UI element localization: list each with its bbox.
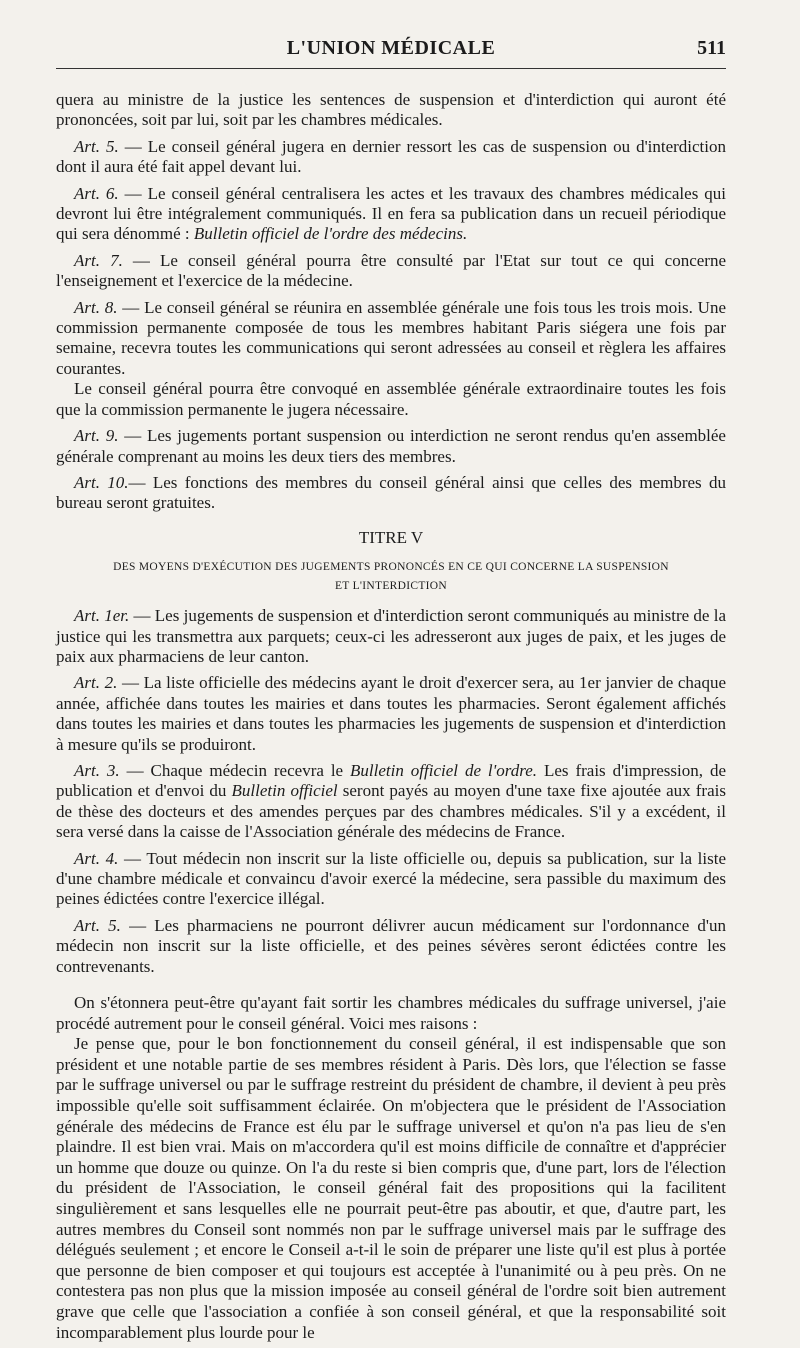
article-text: — La liste officielle des médecins ayant le droit d'exercer sera, au 1er janvier de chaque année, affichée dans toutes les mairies et dans toutes les pharmacies. Seront également affichés dans toutes les mairies et dans toutes les pharmacies les jugements de suspension et d'interdiction à mesure qu'ils se produiront. — [56, 673, 726, 754]
article-label: Art. 2. — [74, 673, 118, 693]
article-label: Art. 10. — [74, 472, 129, 492]
article-7 — [56, 251, 726, 292]
article-text: — Tout médecin non inscrit sur la liste officielle ou, depuis sa publication, sur la liste d'une chambre médicale et convaincu d'avoir exercé la médecine, sera passible du maximum des peines édictées contre l'exercice illégal. — [56, 848, 726, 909]
bulletin-title: Bulletin officiel de l'ordre. — [350, 760, 538, 780]
article-label: Art. 9. — [74, 426, 119, 446]
subheading-line: ET L'INTERDICTION — [334, 580, 448, 593]
section-separator — [56, 977, 726, 993]
article-9 — [56, 426, 726, 467]
article-text: Les frais d'impression, de publication et d'envoi du — [56, 760, 726, 801]
article-text: seront payés au moyen d'une taxe fixe ajoutée aux frais de thèse des docteurs et des amendes perçues par des chambres médicales. S'il y a excédent, il sera versé dans la caisse de l'Association générale des médecins de France. — [56, 781, 726, 842]
article-text: — Les pharmaciens ne pourront délivrer aucun médicament sur l'ordonnance d'un médecin non inscrit sur la liste officielle, et des peines sévères seront édictées contre les contrevenants. — [56, 915, 726, 976]
article-3 — [56, 761, 726, 843]
paragraph: Je pense que, pour le bon fonctionnement du conseil général, il est indispensable que son président et une notable partie de ses membres résident à Paris. Dès lors, que l'élection se fasse par le suffrage universel ou par le suffrage restreint du président de chambre, il devient à peu près impossible qu'elle soit suffisamment éclairée. On m'objectera que le président de l'Association générale des médecins de France est élu par le suffrage universel et qu'on n'a pas lieu de s'en plaindre. Il est bien vrai. Mais on m'accordera qu'il est moins difficile de connaître et d'apprécier un homme que douze ou quinze. On l'a du reste si bien compris que, d'une part, lors de l'élection du président de l'Association, le conseil général fait des propositions qui la facilitent singulièrement et sans lesquelles elle ne pourrait peut-être pas aboutir, et que, d'autre part, les autres membres du Conseil sont nommés non par le suffrage universel mais par le suffrage des délégués seulement ; et encore le Conseil a-t-il le soin de préparer une liste qu'il est plus à portée que personne de bien composer et qui toujours est acceptée à l'unanimité ou à peu près. On ne contestera pas non plus que la mission imposée au conseil général de l'ordre soit bien autrement grave que celle que l'association a confiée à son conseil général, et que la responsabilité soit incomparablement plus lourde pour le — [56, 1034, 726, 1342]
article-text: — Les jugements portant suspension ou interdiction ne seront rendus qu'en assemblée générale comprenant au moins les deux tiers des membres. — [56, 426, 726, 466]
article-4 — [56, 849, 726, 910]
bulletin-title: Bulletin officiel de l'ordre des médecins. — [193, 224, 468, 244]
article-text: — Les jugements de suspension et d'interdiction seront communiqués au ministre de la justice qui les transmettra aux parquets; ceux-ci les adresseront aux juges de paix, et les juges de paix aux pharmaciens de leur canton. — [56, 606, 726, 666]
subheading-line: DES MOYENS D'EXÉCUTION DES JUGEMENTS PRONONCÉS EN CE QUI CONCERNE LA SUSPENSION — [113, 561, 669, 574]
commentary-text — [56, 993, 726, 1343]
article-text: — Chaque médecin recevra le — [119, 760, 351, 780]
article-5b — [56, 916, 726, 977]
page-number: 511 — [697, 37, 726, 59]
article-label: Art. 4. — [74, 848, 119, 868]
article-text: — Le conseil général centralisera les actes et les travaux des chambres médicales qui devront lui être intégralement communiqués. Il en fera sa publication dans un recueil périodique qui sera dénommé : — [56, 183, 726, 244]
article-text: — Le conseil général pourra être consulté par l'Etat sur tout ce qui concerne l'enseignement et l'exercice de la médecine. — [56, 250, 726, 291]
article-label: Art. 5. — [74, 136, 119, 156]
article-label: Art. 1er. — [74, 606, 130, 626]
article-1 — [56, 606, 726, 667]
article-text: — Les fonctions des membres du conseil général ainsi que celles des membres du bureau seront gratuites. — [56, 472, 726, 513]
header-rule — [56, 68, 726, 69]
paragraph: On s'étonnera peut-être qu'ayant fait sortir les chambres médicales du suffrage universel, j'aie procédé autrement pour le conseil général. Voici mes raisons : — [56, 993, 726, 1033]
article-label: Art. 8. — [74, 297, 118, 317]
article-label: Art. 6. — [74, 183, 119, 203]
article-2 — [56, 673, 726, 755]
section-subheading — [56, 558, 726, 596]
article-label: Art. 7. — [74, 250, 123, 270]
paragraph: quera au ministre de la justice les sentences de suspension et d'interdiction qui auront été prononcées, soit par lui, soit par les chambres médicales. — [56, 90, 726, 130]
page-header — [56, 0, 726, 70]
bulletin-title: Bulletin officiel — [231, 781, 338, 801]
article-5 — [56, 137, 726, 178]
article-6 — [56, 184, 726, 245]
article-text: — Le conseil général jugera en dernier ressort les cas de suspension ou d'interdiction dont il aura été fait appel devant lui. — [56, 136, 726, 177]
running-title: L'UNION MÉDICALE — [286, 37, 496, 59]
article-label: Art. 3. — [74, 760, 120, 780]
paragraph: Le conseil général pourra être convoqué en assemblée générale extraordinaire toutes les fois que la commission permanente le jugera nécessaire. — [56, 379, 726, 419]
body-text — [56, 90, 726, 977]
article-10 — [56, 473, 726, 514]
article-text: — Le conseil général se réunira en assemblée générale une fois tous les trois mois. Une commission permanente composée de tous les membres habitant Paris siégera une fois par semaine, recevra toutes les communications qui seront adressées au conseil et règlera les affaires courantes. — [56, 297, 726, 378]
article-8 — [56, 298, 726, 380]
section-heading: TITRE V — [358, 527, 424, 547]
article-label: Art. 5. — [74, 915, 121, 935]
